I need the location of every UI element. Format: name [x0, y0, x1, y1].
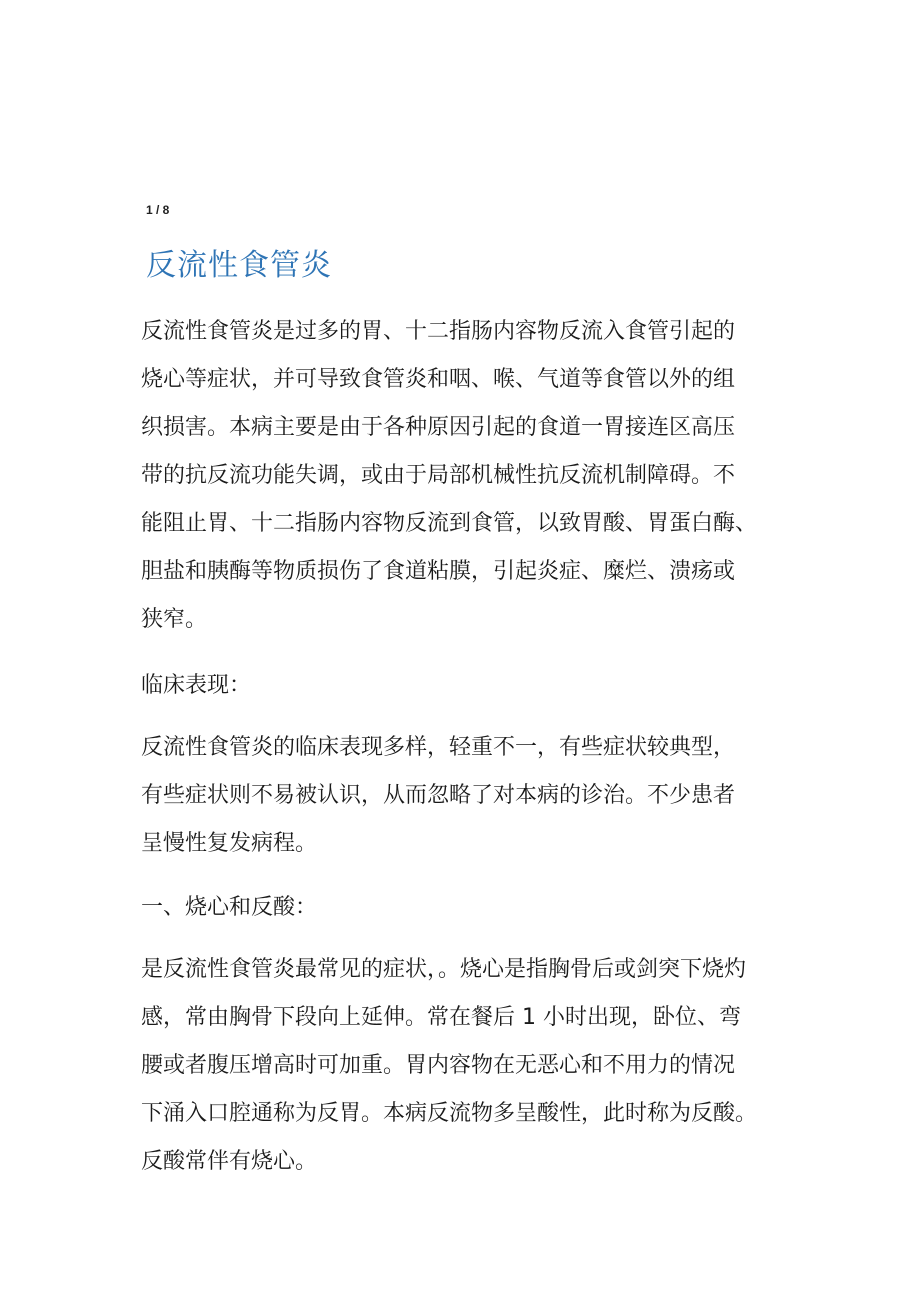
- intro-paragraph: 反流性食管炎是过多的胃、十二指肠内容物反流入食管引起的 烧心等症状，并可导致食管炎和咽、喉、气道等食管以外的组 织损害。本病主要是由于各种原因引起的食道一胃接连区高压 带的抗反流功能失调，或由于局部机械性抗反流机制障碍。不 能阻止胃、十二指肠内容物反流到食管，以致胃酸、胃蛋白酶、 胆盐和胰酶等物质损伤了食道粘膜，引起炎症、糜烂、溃疡或 狭窄。: [141, 319, 758, 632]
- document-title: 反流性食管炎: [146, 248, 332, 283]
- subsection-heading-heartburn: 一、烧心和反酸：: [141, 895, 318, 920]
- section-heading-clinical: 临床表现：: [141, 673, 252, 698]
- heartburn-paragraph: 是反流性食管炎最常见的症状，。烧心是指胸骨后或剑突下烧灼 感，常由胸骨下段向上延伸。常在餐后 1 小时出现，卧位、弯 腰或者腹压增高时可加重。胃内容物在无恶心和不用力的情况 下涌入口腔通称为反胃。本病反流物多呈酸性，此时称为反酸。 反酸常伴有烧心。: [141, 957, 758, 1174]
- clinical-paragraph: 反流性食管炎的临床表现多样，轻重不一，有些症状较典型， 有些症状则不易被认识，从而忽略了对本病的诊治。不少患者 呈慢性复发病程。: [141, 735, 736, 856]
- page-number: 1 / 8: [146, 203, 170, 217]
